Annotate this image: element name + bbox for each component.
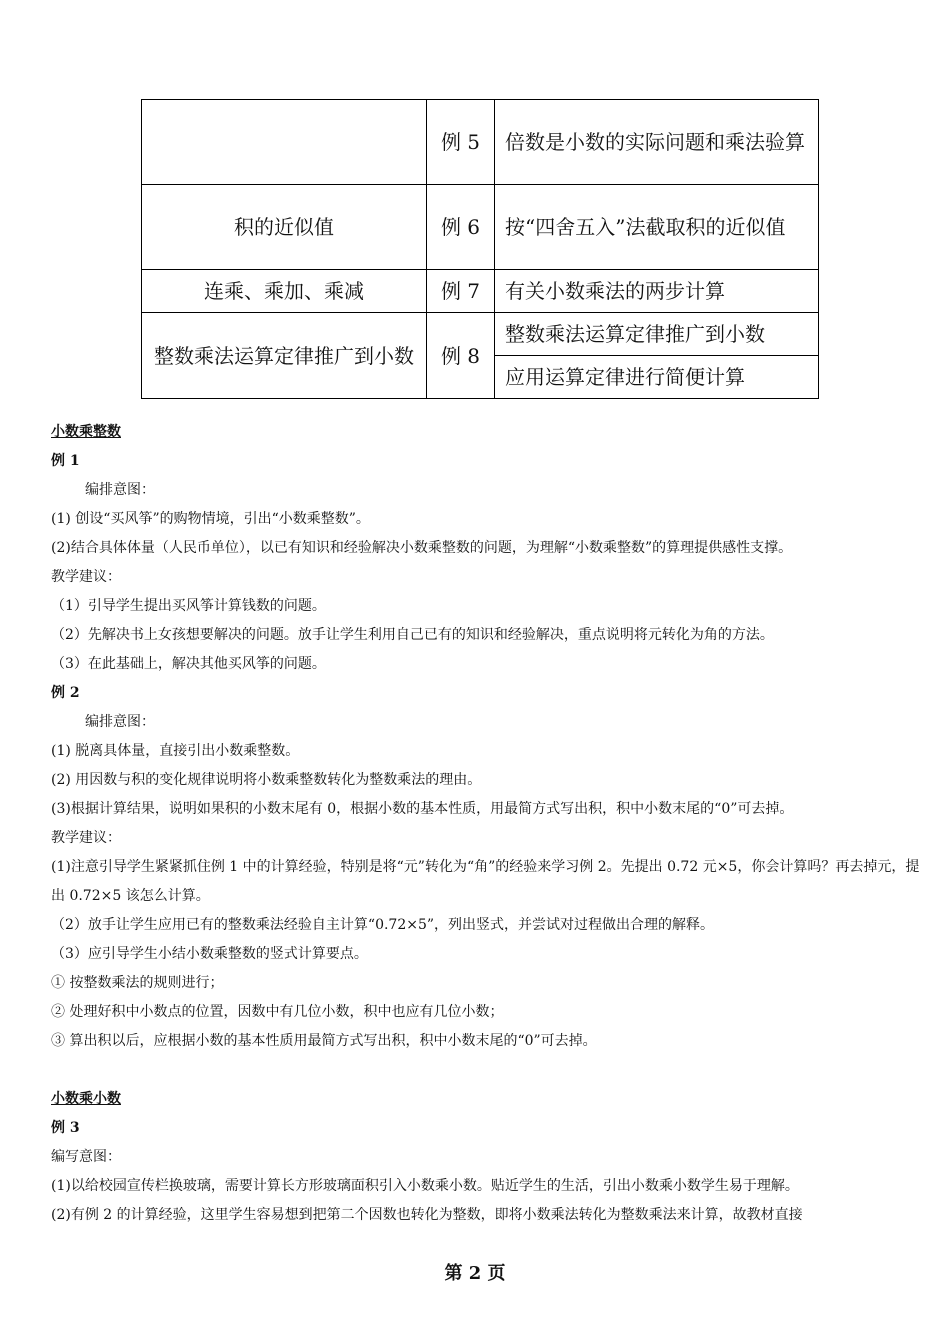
section-heading: 小数乘小数: [51, 1091, 121, 1107]
list-item: ② 处理好积中小数点的位置，因数中有几位小数，积中也应有几位小数；: [51, 1004, 504, 1020]
lesson-overview-table: [141, 99, 819, 399]
table-row: [142, 313, 819, 356]
spacer: [51, 1056, 921, 1085]
page-number: 第 2 页: [444, 1263, 506, 1284]
table-cell-topic: [142, 100, 427, 185]
table-cell-example: 例 5: [427, 100, 495, 185]
example-title: 例 2: [51, 685, 80, 701]
paragraph: (1)注意引导学生紧紧抓住例 1 中的计算经验，特别是将“元”转化为“角”的经验来学习例 2。先提出 0.72 元×5，你会计算吗？再去掉元，提出 0.72×5 该怎么计算。: [51, 859, 920, 904]
table-cell-content: 按“四舍五入”法截取积的近似值: [495, 185, 819, 270]
example-title: 例 3: [51, 1120, 80, 1136]
table-row: [142, 270, 819, 313]
advice-label: 教学建议：: [51, 569, 121, 585]
paragraph: (1)以给校园宣传栏换玻璃，需要计算长方形玻璃面积引入小数乘小数。贴近学生的生活，引出小数乘小数学生易于理解。: [51, 1178, 799, 1194]
paragraph: （3）在此基础上，解决其他买风筝的问题。: [51, 656, 326, 672]
table-cell-topic: 连乘、乘加、乘减: [142, 270, 427, 313]
document-body: [51, 418, 921, 1230]
table-cell-content: 应用运算定律进行简便计算: [495, 356, 819, 399]
table-cell-example: 例 7: [427, 270, 495, 313]
advice-label: 教学建议：: [51, 830, 121, 846]
intent-label: 编排意图：: [85, 714, 155, 730]
paragraph: (2) 用因数与积的变化规律说明将小数乘整数转化为整数乘法的理由。: [51, 772, 482, 788]
table-row: [142, 185, 819, 270]
table-cell-topic: 整数乘法运算定律推广到小数: [142, 313, 427, 399]
table-cell-topic: 积的近似值: [142, 185, 427, 270]
list-item: ③ 算出积以后，应根据小数的基本性质用最简方式写出积，积中小数末尾的“0”可去掉。: [51, 1033, 597, 1049]
table-row: [142, 100, 819, 185]
paragraph: （3）应引导学生小结小数乘整数的竖式计算要点。: [51, 946, 368, 962]
paragraph: （2）放手让学生应用已有的整数乘法经验自主计算“0.72×5”，列出竖式，并尝试对过程做出合理的解释。: [51, 917, 715, 933]
table-cell-example: 例 6: [427, 185, 495, 270]
table-cell-content: 整数乘法运算定律推广到小数: [495, 313, 819, 356]
paragraph: (2)结合具体体量（人民币单位），以已有知识和经验解决小数乘整数的问题，为理解“小数乘整数”的算理提供感性支撑。: [51, 540, 793, 556]
table-cell-example: 例 8: [427, 313, 495, 399]
intent-label: 编排意图：: [85, 482, 155, 498]
paragraph: (3)根据计算结果，说明如果积的小数末尾有 0，根据小数的基本性质，用最简方式写出积，积中小数末尾的“0”可去掉。: [51, 801, 794, 817]
list-item: ① 按整数乘法的规则进行；: [51, 975, 224, 991]
paragraph: (1) 脱离具体量，直接引出小数乘整数。: [51, 743, 300, 759]
section-heading: 小数乘整数: [51, 424, 121, 440]
paragraph: （1）引导学生提出买风筝计算钱数的问题。: [51, 598, 326, 614]
example-title: 例 1: [51, 453, 80, 469]
table-cell-content: 有关小数乘法的两步计算: [495, 270, 819, 313]
paragraph: (2)有例 2 的计算经验，这里学生容易想到把第二个因数也转化为整数，即将小数乘法转化为整数乘法来计算，故教材直接: [51, 1207, 803, 1223]
paragraph: （2）先解决书上女孩想要解决的问题。放手让学生利用自己已有的知识和经验解决，重点说明将元转化为角的方法。: [51, 627, 774, 643]
intent-label: 编写意图：: [51, 1149, 121, 1165]
table-cell-content: 倍数是小数的实际问题和乘法验算: [495, 100, 819, 185]
paragraph: (1) 创设“买风筝”的购物情境，引出“小数乘整数”。: [51, 511, 370, 527]
